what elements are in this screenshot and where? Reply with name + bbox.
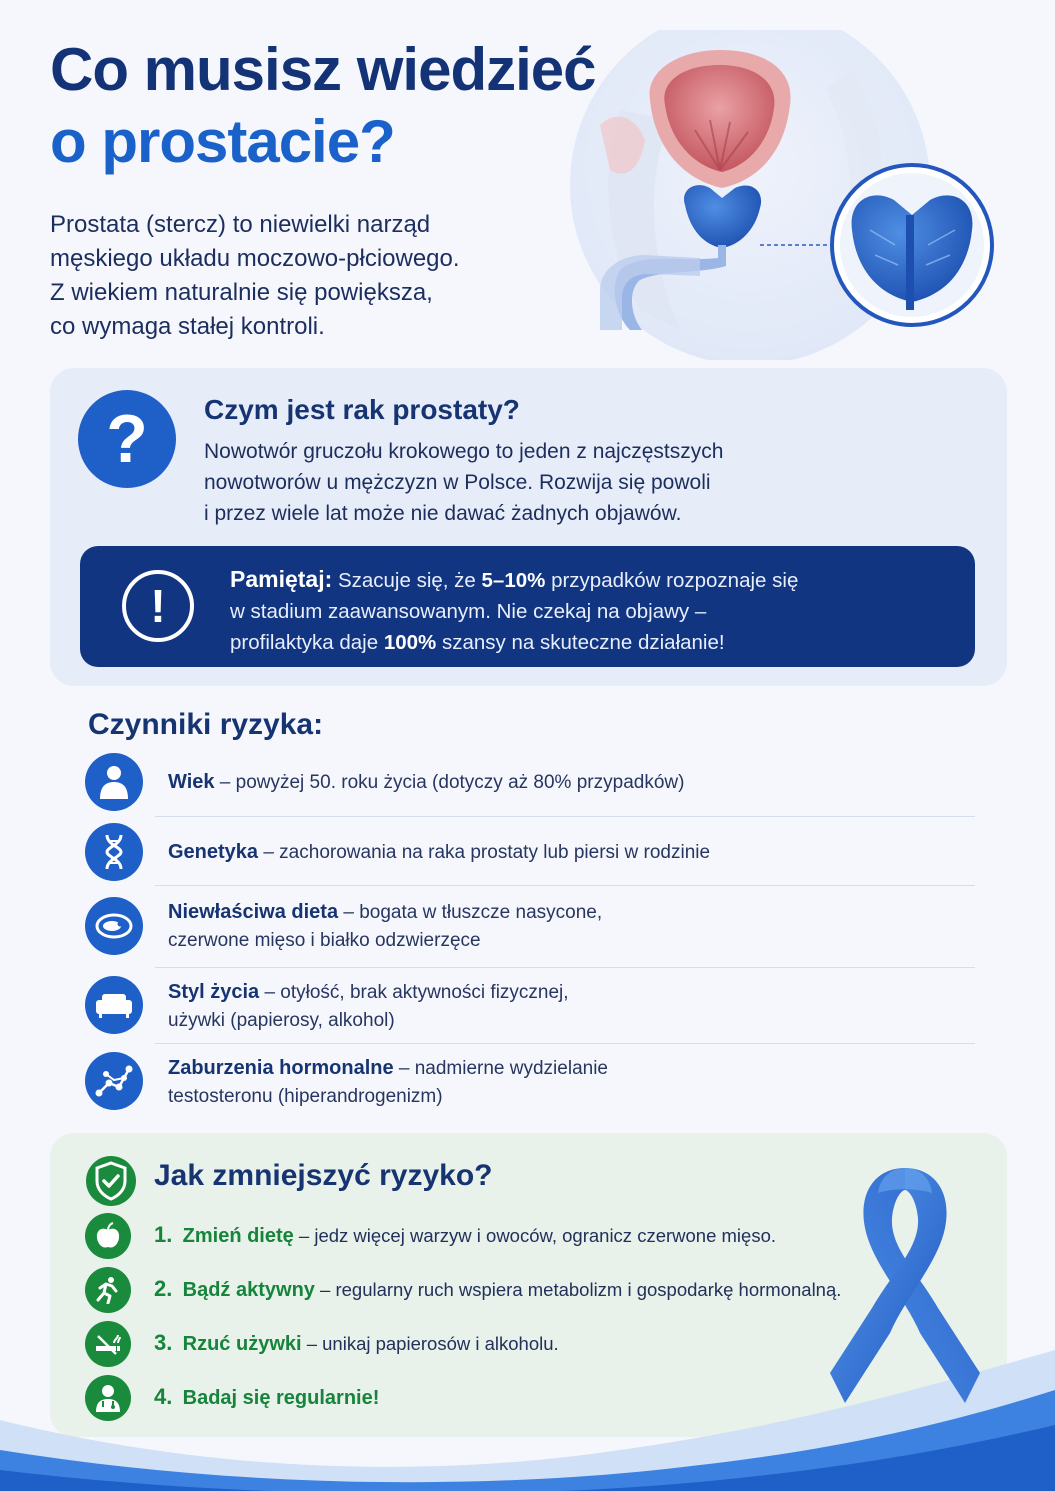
risk-item: Genetyka – zachorowania na raka prostaty lub piersi w rodzinie <box>168 841 711 863</box>
reminder-box <box>80 546 975 667</box>
meat-icon <box>85 897 143 955</box>
divider <box>155 885 975 886</box>
molecule-icon <box>85 1052 143 1110</box>
question-mark-icon: ? <box>78 390 176 488</box>
title-line-2: o prostacie? <box>50 108 395 175</box>
what-is-title: Czym jest rak prostaty? <box>204 394 520 425</box>
reminder-text: Pamiętaj: Szacuje się, że 5–10% przypadków rozpoznaje się w stadium zaawansowanym. Nie czekaj na objawy – profilaktyka daje 100% szansy na skuteczne działanie! <box>230 566 799 654</box>
divider <box>155 816 975 817</box>
reduce-item: 3. Rzuć używki – unikaj papierosów i alkoholu. <box>154 1330 559 1355</box>
reduce-item: 2. Bądź aktywny – regularny ruch wspiera metabolizm i gospodarkę hormonalną. <box>154 1276 842 1301</box>
awareness-ribbon-icon <box>820 1158 990 1418</box>
divider <box>155 1043 975 1044</box>
risk-item: Zaburzenia hormonalne – nadmierne wydzielanie testosteronu (hiperandrogenizm) <box>168 1057 608 1107</box>
risk-factors-title: Czynniki ryzyka: <box>88 708 324 741</box>
shield-check-icon <box>85 1153 137 1209</box>
risk-item: Styl życia – otyłość, brak aktywności fizycznej, używki (papierosy, alkohol) <box>168 981 569 1031</box>
risk-item: Niewłaściwa dieta – bogata w tłuszcze nasycone, czerwone mięso i białko odzwierzęce <box>168 901 603 951</box>
dna-icon <box>85 823 143 881</box>
reduce-item: 1. Zmień dietę – jedz więcej warzyw i owoców, ogranicz czerwone mięso. <box>154 1222 777 1247</box>
what-is-text: Nowotwór gruczołu krokowego to jeden z najczęstszych nowotworów u mężczyzn w Polsce. Rozwija się powoli i przez wiele lat może nie dawać żadnych objawów. <box>204 440 724 525</box>
risk-item: Wiek – powyżej 50. roku życia (dotyczy aż 80% przypadków) <box>168 771 685 793</box>
prostate-anatomy-illustration <box>560 30 1020 360</box>
intro-text: Prostata (stercz) to niewielki narząd męskiego układu moczowo-płciowego. Z wiekiem naturalnie się powiększa, co wymaga stałej kontroli. <box>50 211 460 340</box>
reduce-item: 4. Badaj się regularnie! <box>154 1384 380 1409</box>
title-line-1: Co musisz wiedzieć <box>50 36 596 103</box>
sofa-icon <box>85 976 143 1034</box>
reduce-risk-title: Jak zmniejszyć ryzyko? <box>154 1159 493 1192</box>
person-icon <box>85 753 143 811</box>
apple-icon <box>85 1213 131 1259</box>
what-is-card <box>50 368 1007 686</box>
divider <box>155 967 975 968</box>
exclamation-icon: ! <box>122 570 194 642</box>
runner-icon <box>85 1267 131 1313</box>
